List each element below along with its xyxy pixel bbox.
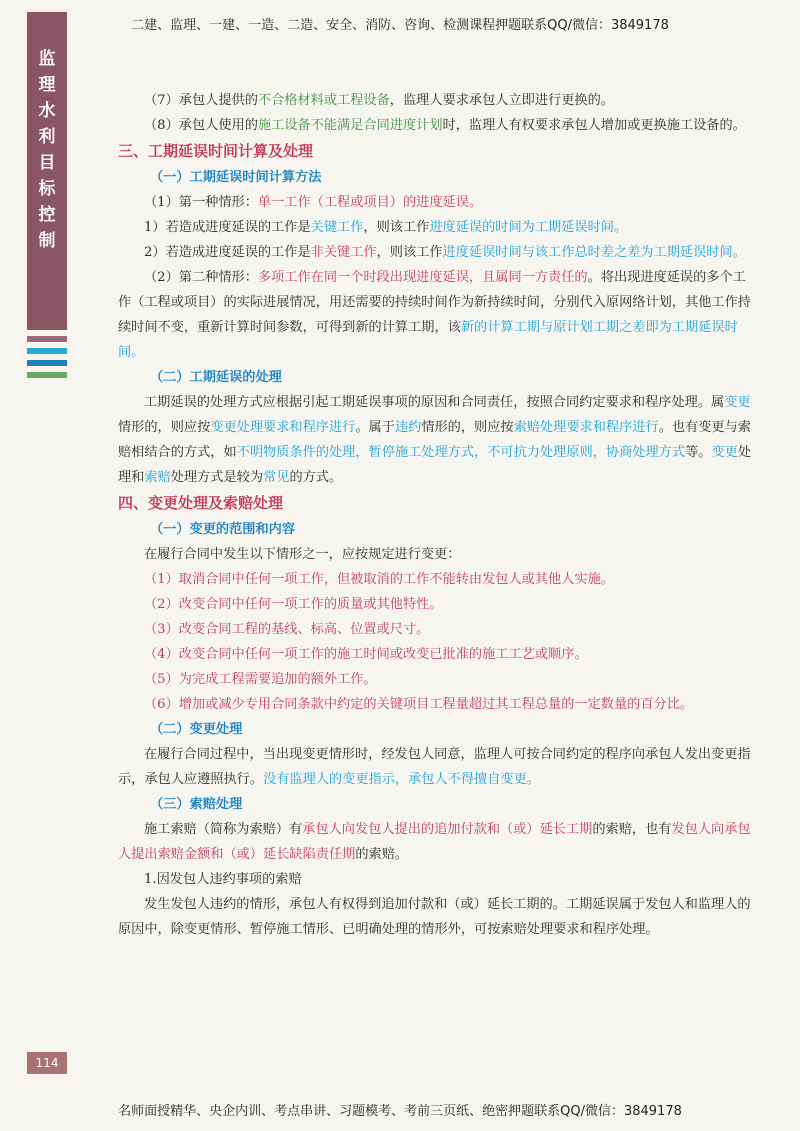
stripe	[27, 360, 67, 366]
page-footer: 名师面授精华、央企内训、考点串讲、习题模考、考前三页纸、绝密押题联系QQ/微信：3849178	[118, 1104, 682, 1119]
subsection-heading: （一）工期延误时间计算方法	[150, 170, 322, 185]
list-item: （1）取消合同中任何一项工作，但被取消的工作不能转由发包人或其他人实施。	[144, 572, 614, 587]
subsection-heading: （三）索赔处理	[150, 797, 243, 812]
paragraph: 在履行合同过程中，当出现变更情形时，经发包人同意，监理人可按合同约定的程序向承包人发出变更指示，承包人应遵照执行。没有监理人的变更指示，承包人不得擅自变更。	[118, 747, 751, 787]
sidebar-char: 目	[38, 153, 56, 173]
paragraph: （8）承包人使用的施工设备不能满足合同进度计划时，监理人有权要求承包人增加或更换施工设备的。	[144, 118, 746, 133]
sidebar-char: 监	[38, 49, 56, 69]
paragraph: （7）承包人提供的不合格材料或工程设备，监理人要求承包人立即进行更换的。	[144, 93, 614, 108]
paragraph: 发生发包人违约的情形，承包人有权得到追加付款和（或）延长工期的。工期延误属于发包人和监理人的原因中，除变更情形、暂停施工情形、已明确处理的情形外，可按索赔处理要求和程序处理。	[118, 897, 751, 937]
paragraph: 1.因发包人违约事项的索赔	[144, 872, 302, 887]
paragraph: 2）若造成进度延误的工作是非关键工作，则该工作进度延误时间与该工作总时差之差为工期延误时间。	[144, 245, 746, 260]
sidebar-char: 制	[38, 231, 56, 251]
list-item: （5）为完成工程需要追加的额外工作。	[144, 672, 377, 687]
page-number: 114	[27, 1052, 67, 1074]
sidebar-char: 水	[38, 101, 56, 121]
chapter-sidebar	[27, 12, 67, 330]
paragraph: （2）第二种情形：多项工作在同一个时段出现进度延误，且属同一方责任的。将出现进度延误的多个工作（工程或项目）的实际进展情况，用还需要的持续时间作为新持续时间，分别代入原网络计划，其他工作持续时间不变，重新计算时间参数，可得到新的计算工期，该新的计算工期与原计划工期之差即为工期延误时间。	[118, 270, 751, 360]
paragraph: 在履行合同中发生以下情形之一，应按规定进行变更：	[144, 547, 461, 562]
chapter-title-vertical	[27, 46, 67, 254]
paragraph: 1）若造成进度延误的工作是关键工作，则该工作进度延误的时间为工期延误时间。	[144, 220, 628, 235]
list-item: （6）增加或减少专用合同条款中约定的关键项目工程量超过其工程总量的一定数量的百分比。	[144, 697, 694, 712]
section-heading: 三、工期延误时间计算及处理	[118, 142, 314, 160]
stripe	[27, 336, 67, 342]
sidebar-char: 利	[38, 127, 56, 147]
subsection-heading: （二）工期延误的处理	[150, 370, 282, 385]
list-item: （2）改变合同中任何一项工作的质量或其他特性。	[144, 597, 443, 612]
sidebar-char: 理	[38, 75, 56, 95]
sidebar-char: 标	[38, 179, 56, 199]
list-item: （3）改变合同工程的基线、标高、位置或尺寸。	[144, 622, 430, 637]
page-content	[118, 88, 758, 942]
stripe	[27, 348, 67, 354]
page-header: 二建、监理、一建、一造、二造、安全、消防、咨询、检测课程押题联系QQ/微信：3849178	[131, 18, 669, 33]
section-heading: 四、变更处理及索赔处理	[118, 494, 284, 512]
change-list	[118, 567, 758, 717]
subsection-heading: （一）变更的范围和内容	[150, 522, 296, 537]
sidebar-char: 控	[38, 205, 56, 225]
list-item: （4）改变合同中任何一项工作的施工时间或改变已批准的施工工艺或顺序。	[144, 647, 588, 662]
paragraph: （1）第一种情形：单一工作（工程或项目）的进度延误。	[144, 195, 483, 210]
paragraph: 施工索赔（简称为索赔）有承包人向发包人提出的追加付款和（或）延长工期的索赔，也有发包人向承包人提出索赔金额和（或）延长缺陷责任期的索赔。	[118, 822, 751, 862]
paragraph: 工期延误的处理方式应根据引起工期延误事项的原因和合同责任，按照合同约定要求和程序处理。属变更情形的，则应按变更处理要求和程序进行。属于违约情形的，则应按索赔处理要求和程序进行。也有变更与索赔相结合的方式，如不明物质条件的处理，暂停施工处理方式，不可抗力处理原则，协商处理方式等。变更处理和索赔处理方式是较为常见的方式。	[118, 395, 751, 485]
stripe	[27, 372, 67, 378]
decorative-stripes	[27, 336, 67, 384]
subsection-heading: （二）变更处理	[150, 722, 243, 737]
